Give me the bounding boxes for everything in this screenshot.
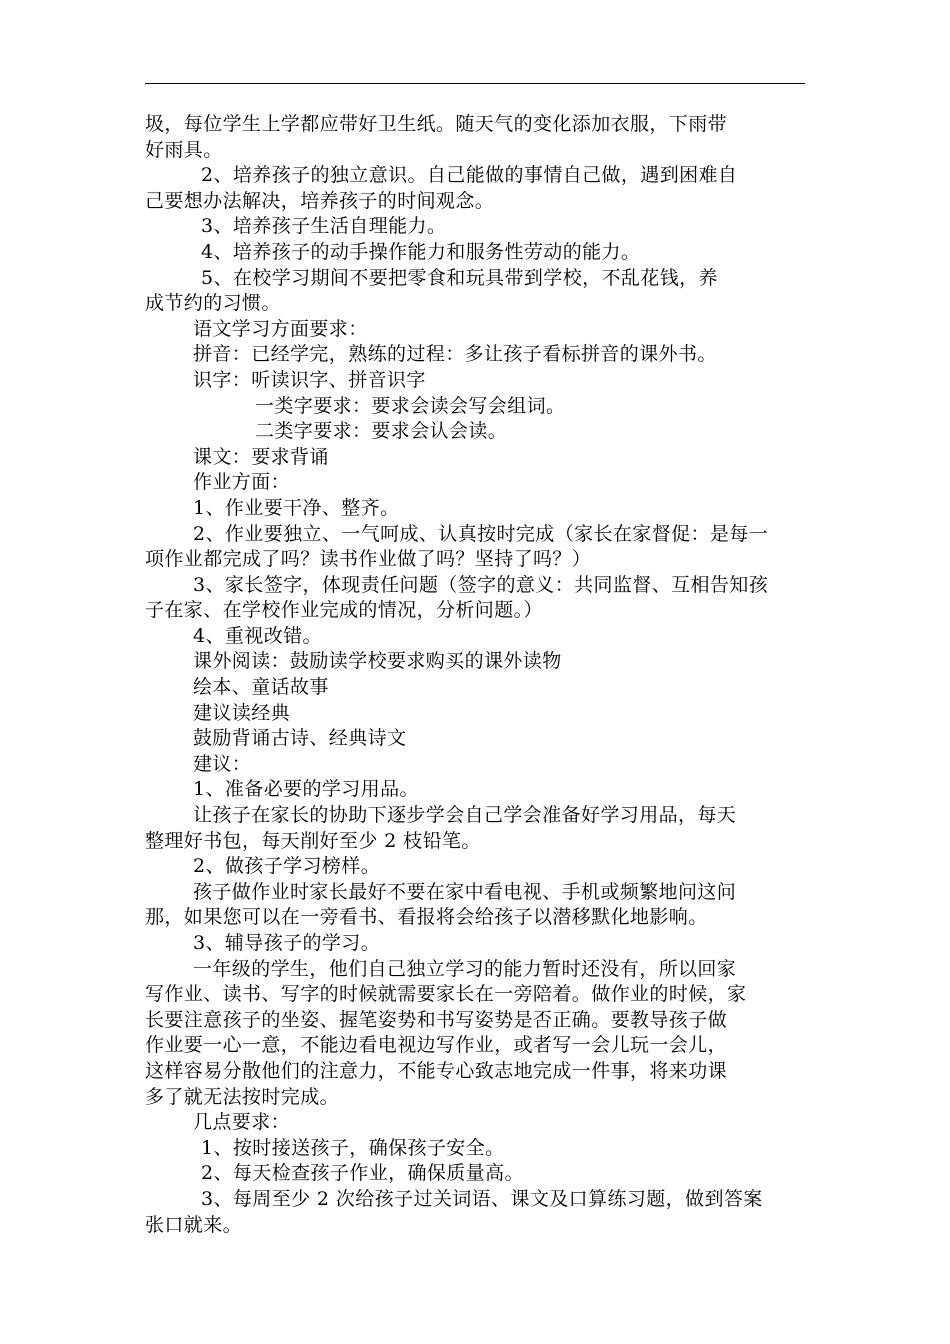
text-line: 圾，每位学生上学都应带好卫生纸。随天气的变化添加衣服，下雨带	[145, 113, 728, 135]
text-line: 建议读经典	[193, 701, 291, 724]
text-line: 2、做孩子学习榜样。	[193, 855, 381, 878]
text-line: 己要想办法解决，培养孩子的时间观念。	[145, 189, 495, 212]
text-line: 课外阅读：鼓励读学校要求购买的课外读物	[193, 650, 562, 673]
text-line: 项作业都完成了吗？读书作业做了吗？坚持了吗？）	[145, 548, 592, 571]
text-line: 整理好书包，每天削好至少 2 枝铅笔。	[145, 829, 481, 852]
text-line: 这样容易分散他们的注意力，不能专心致志地完成一件事，将来功课	[145, 1059, 728, 1082]
text-line: 5、在校学习期间不要把零食和玩具带到学校，不乱花钱，养	[201, 266, 718, 289]
text-line: 写作业、读书、写字的时候就需要家长在一旁陪着。做作业的时候，家	[145, 983, 747, 1006]
text-line: 建议：	[193, 752, 252, 775]
text-line: 语文学习方面要求：	[193, 317, 368, 340]
text-line: 成节约的习惯。	[145, 292, 281, 315]
text-line: 4、培养孩子的动手操作能力和服务性劳动的能力。	[201, 240, 641, 263]
text-line: 2、培养孩子的独立意识。自己能做的事情自己做，遇到困难自	[201, 164, 738, 187]
text-line: 一类字要求：要求会读会写会组词。	[255, 394, 566, 417]
text-line: 1、作业要干净、整齐。	[193, 496, 400, 519]
text-line: 那，如果您可以在一旁看书、看报将会给孩子以潜移默化地影响。	[145, 906, 708, 929]
text-line: 孩子做作业时家长最好不要在家中看电视、手机或频繁地问这问	[193, 880, 737, 903]
text-line: 3、培养孩子生活自理能力。	[201, 215, 447, 238]
header-rule	[145, 83, 805, 84]
text-line: 张口就来。	[145, 1213, 243, 1236]
text-line: 2、作业要独立、一气呵成、认真按时完成（家长在家督促：是每一	[193, 522, 769, 545]
text-line: 多了就无法按时完成。	[145, 1085, 340, 1108]
text-line: 绘本、童话故事	[193, 676, 329, 699]
text-line: 拼音：已经学完，熟练的过程：多让孩子看标拼音的课外书。	[193, 343, 717, 366]
text-line: 1、按时接送孩子，确保孩子安全。	[201, 1136, 505, 1159]
text-line: 二类字要求：要求会认会读。	[255, 420, 508, 443]
text-line: 鼓励背诵古诗、经典诗文	[193, 727, 407, 750]
text-line: 子在家、在学校作业完成的情况，分析问题。）	[145, 599, 543, 622]
text-line: 好雨具。	[145, 138, 223, 161]
text-line: 3、每周至少 2 次给孩子过关词语、课文及口算练习题，做到答案	[201, 1187, 763, 1210]
text-line: 几点要求：	[193, 1111, 291, 1134]
text-line: 识字：听读识字、拼音识字	[193, 368, 426, 391]
text-line: 3、辅导孩子的学习。	[193, 932, 381, 954]
text-line: 长要注意孩子的坐姿、握笔姿势和书写姿势是否正确。要教导孩子做	[145, 1008, 728, 1031]
text-line: 作业要一心一意，不能边看电视边写作业，或者写一会儿玩一会儿，	[145, 1034, 728, 1057]
text-line: 让孩子在家长的协助下逐步学会自己学会准备好学习用品，每天	[193, 804, 737, 827]
text-line: 一年级的学生，他们自己独立学习的能力暂时还没有，所以回家	[193, 957, 737, 980]
text-line: 1、准备必要的学习用品。	[193, 778, 419, 801]
document-body	[145, 112, 810, 1238]
text-line: 作业方面：	[193, 471, 291, 494]
text-line: 2、每天检查孩子作业，确保质量高。	[201, 1162, 524, 1185]
text-line: 4、重视改错。	[193, 624, 322, 647]
text-line: 课文：要求背诵	[193, 445, 329, 468]
text-line: 3、家长签字，体现责任问题（签字的意义：共同监督、互相告知孩	[193, 573, 769, 596]
